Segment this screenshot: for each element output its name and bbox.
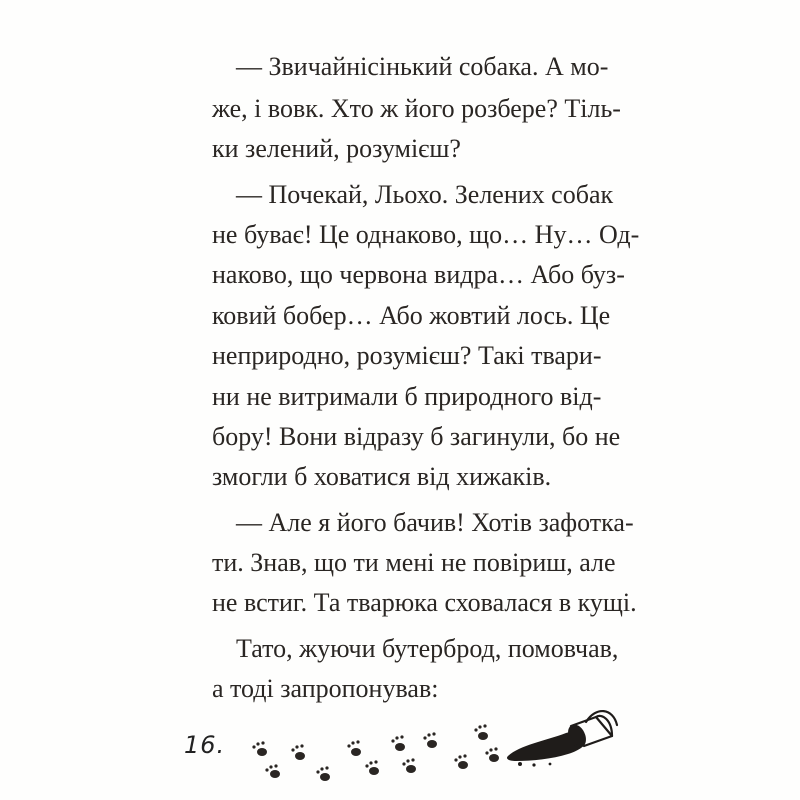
text-line: неприродно, розумієш? Такі твари-: [212, 341, 602, 370]
text-line: ки зелений, розумієш?: [212, 134, 461, 163]
text-line: наково, що червона видра… Або буз-: [212, 260, 625, 289]
text-line: не встиг. Та тварюка сховалася в кущі.: [212, 588, 637, 617]
text-line: ти. Знав, що ти мені не повіриш, але: [212, 548, 616, 577]
text-line: Тато, жуючи бутерброд, помовчав,: [236, 634, 619, 663]
text-line: а тоді запропонував:: [212, 674, 439, 703]
text-line: — Але я його бачив! Хотів зафотка-: [236, 508, 634, 537]
text-line: — Почекай, Льохо. Зелених собак: [236, 180, 614, 209]
text-line: не буває! Це однаково, що… Ну… Од-: [212, 220, 640, 249]
text-line: ковий бобер… Або жовтий лось. Це: [212, 301, 611, 330]
text-line: змогли б ховатися від хижаків.: [212, 462, 552, 491]
footprints-icon: [252, 724, 499, 781]
bucket-icon: [566, 711, 617, 749]
text-line: бору! Вони відразу б загинули, бо не: [212, 422, 621, 451]
text-line: — Звичайнісінький собака. А мо-: [236, 52, 609, 81]
text-line: ни не витримали б природного від-: [212, 382, 602, 411]
text-line: же, і вовк. Хто ж його розбере? Тіль-: [212, 94, 621, 123]
page-number: 16.: [184, 731, 226, 759]
